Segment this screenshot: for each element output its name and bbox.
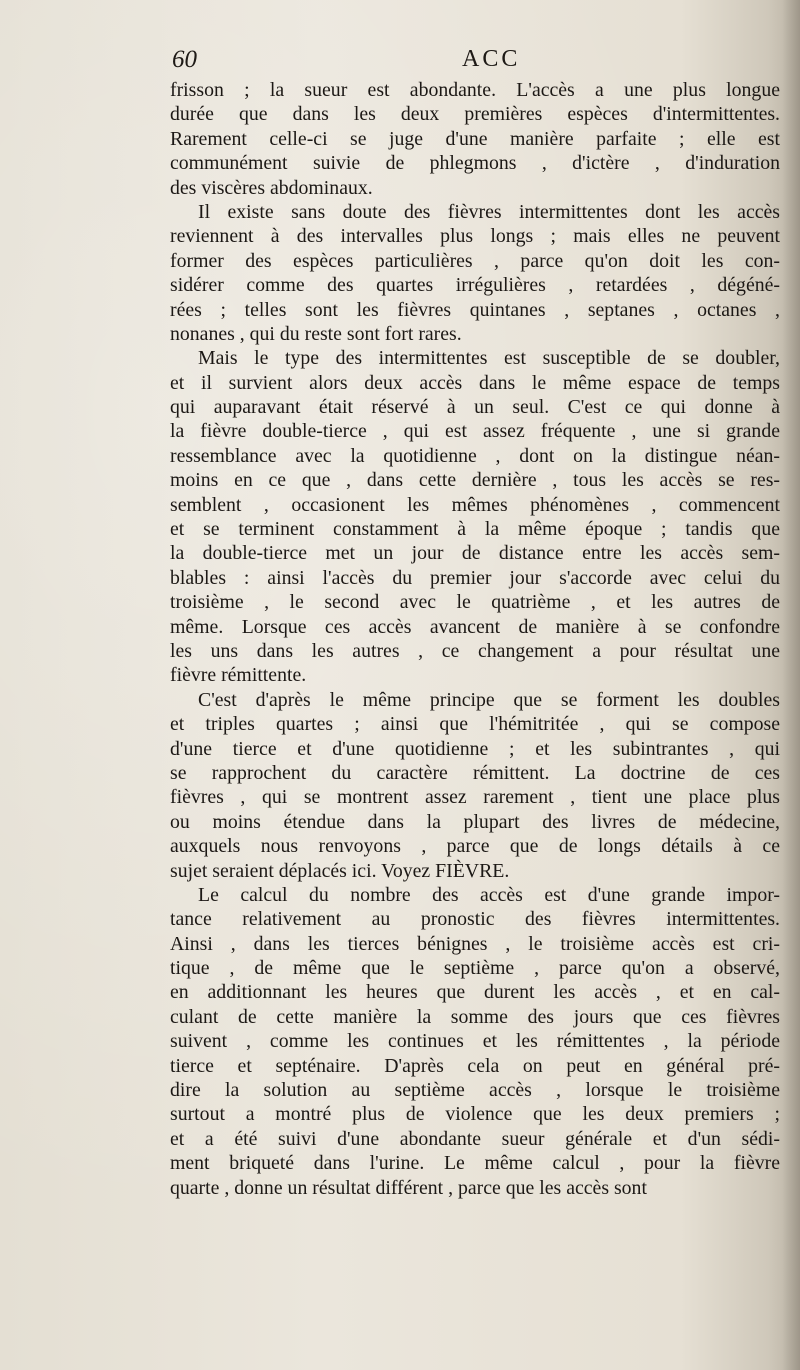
text-line: qui auparavant était réservé à un seul. C'est ce qui donne à bbox=[170, 396, 780, 419]
paragraph bbox=[170, 78, 780, 200]
text-line: Ainsi , dans les tierces bénignes , le troisième accès est cri- bbox=[170, 932, 780, 955]
text-line: sujet seraient déplacés ici. Voyez FIÈVRE. bbox=[170, 859, 510, 882]
page-number: 60 bbox=[172, 46, 197, 73]
page-gutter-shadow bbox=[782, 0, 800, 1370]
text-line: ou moins étendue dans la plupart des livres de médecine, bbox=[170, 810, 780, 833]
text-line: frisson ; la sueur est abondante. L'accès a une plus longue bbox=[170, 79, 780, 101]
page-header bbox=[170, 44, 780, 78]
paragraph bbox=[170, 883, 780, 1200]
text-line: ment briqueté dans l'urine. Le même calcul , pour la fièvre bbox=[170, 1152, 780, 1175]
text-line: Le calcul du nombre des accès est d'une grande impor- bbox=[198, 883, 780, 906]
text-line: durée que dans les deux premières espèces d'intermittentes. bbox=[170, 103, 780, 126]
text-line: semblent , occasionent les mêmes phénomènes , commencent bbox=[170, 493, 780, 516]
text-line: moins en ce que , dans cette dernière , tous les accès se res- bbox=[170, 469, 780, 492]
text-line: dire la solution au septième accès , lorsque le troisième bbox=[170, 1079, 780, 1102]
text-line: en additionnant les heures que durent les accès , et en cal- bbox=[170, 981, 780, 1004]
running-head: ACC bbox=[462, 46, 521, 72]
text-line: communément suivie de phlegmons , d'ictère , d'induration bbox=[170, 152, 780, 175]
text-line: C'est d'après le même principe que se forment les doubles bbox=[198, 688, 780, 711]
body-text bbox=[170, 78, 780, 1200]
text-line: tique , de même que le septième , parce qu'on a observé, bbox=[170, 957, 780, 980]
text-line: la fièvre double-tierce , qui est assez fréquente , une si grande bbox=[170, 420, 780, 443]
text-line: les uns dans les autres , ce changement a pour résultat une bbox=[170, 639, 780, 662]
text-line: Rarement celle-ci se juge d'une manière parfaite ; elle est bbox=[170, 127, 780, 150]
text-line: blables : ainsi l'accès du premier jour s'accorde avec celui du bbox=[170, 566, 780, 589]
text-line: la double-tierce met un jour de distance entre les accès sem- bbox=[170, 542, 780, 565]
text-line: surtout a montré plus de violence que les deux premiers ; bbox=[170, 1103, 780, 1126]
text-line: suivent , comme les continues et les rémittentes , la période bbox=[170, 1030, 780, 1053]
text-line: sidérer comme des quartes irrégulières , retardées , dégéné- bbox=[170, 274, 780, 297]
text-line: même. Lorsque ces accès avancent de manière à se confondre bbox=[170, 615, 780, 638]
text-line: Mais le type des intermittentes est susceptible de se doubler, bbox=[198, 347, 780, 370]
text-line: et a été suivi d'une abondante sueur générale et d'un sédi- bbox=[170, 1127, 780, 1150]
text-line: ressemblance avec la quotidienne , dont on la distingue néan- bbox=[170, 444, 780, 467]
text-line: et triples quartes ; ainsi que l'hémitritée , qui se compose bbox=[170, 713, 780, 736]
text-line: et se terminent constamment à la même époque ; tandis que bbox=[170, 518, 780, 541]
text-line: auxquels nous renvoyons , parce que de longs détails à ce bbox=[170, 835, 780, 858]
text-line: culant de cette manière la somme des jours que ces fièvres bbox=[170, 1005, 780, 1028]
paragraph bbox=[170, 200, 780, 346]
text-line: troisième , le second avec le quatrième , et les autres de bbox=[170, 591, 780, 614]
text-line: fièvre rémittente. bbox=[170, 664, 307, 687]
paragraph bbox=[170, 688, 780, 883]
text-line: former des espèces particulières , parce qu'on doit les con- bbox=[170, 249, 780, 272]
text-line: rées ; telles sont les fièvres quintanes , septanes , octanes , bbox=[170, 298, 780, 321]
text-line: d'une tierce et d'une quotidienne ; et les subintrantes , qui bbox=[170, 737, 780, 760]
text-line: quarte , donne un résultat différent , parce que les accès sont bbox=[170, 1176, 647, 1199]
paragraph bbox=[170, 346, 780, 687]
text-line: nonanes , qui du reste sont fort rares. bbox=[170, 322, 462, 345]
text-line: Il existe sans doute des fièvres intermittentes dont les accès bbox=[198, 200, 780, 223]
text-line: des viscères abdominaux. bbox=[170, 176, 373, 199]
text-line: tierce et septénaire. D'après cela on peut en général pré- bbox=[170, 1054, 780, 1077]
text-line: tance relativement au pronostic des fièvres intermittentes. bbox=[170, 908, 780, 931]
text-line: et il survient alors deux accès dans le même espace de temps bbox=[170, 371, 780, 394]
text-line: se rapprochent du caractère rémittent. La doctrine de ces bbox=[170, 761, 780, 784]
text-line: reviennent à des intervalles plus longs ; mais elles ne peuvent bbox=[170, 225, 780, 248]
text-line: fièvres , qui se montrent assez rarement , tient une place plus bbox=[170, 786, 780, 809]
